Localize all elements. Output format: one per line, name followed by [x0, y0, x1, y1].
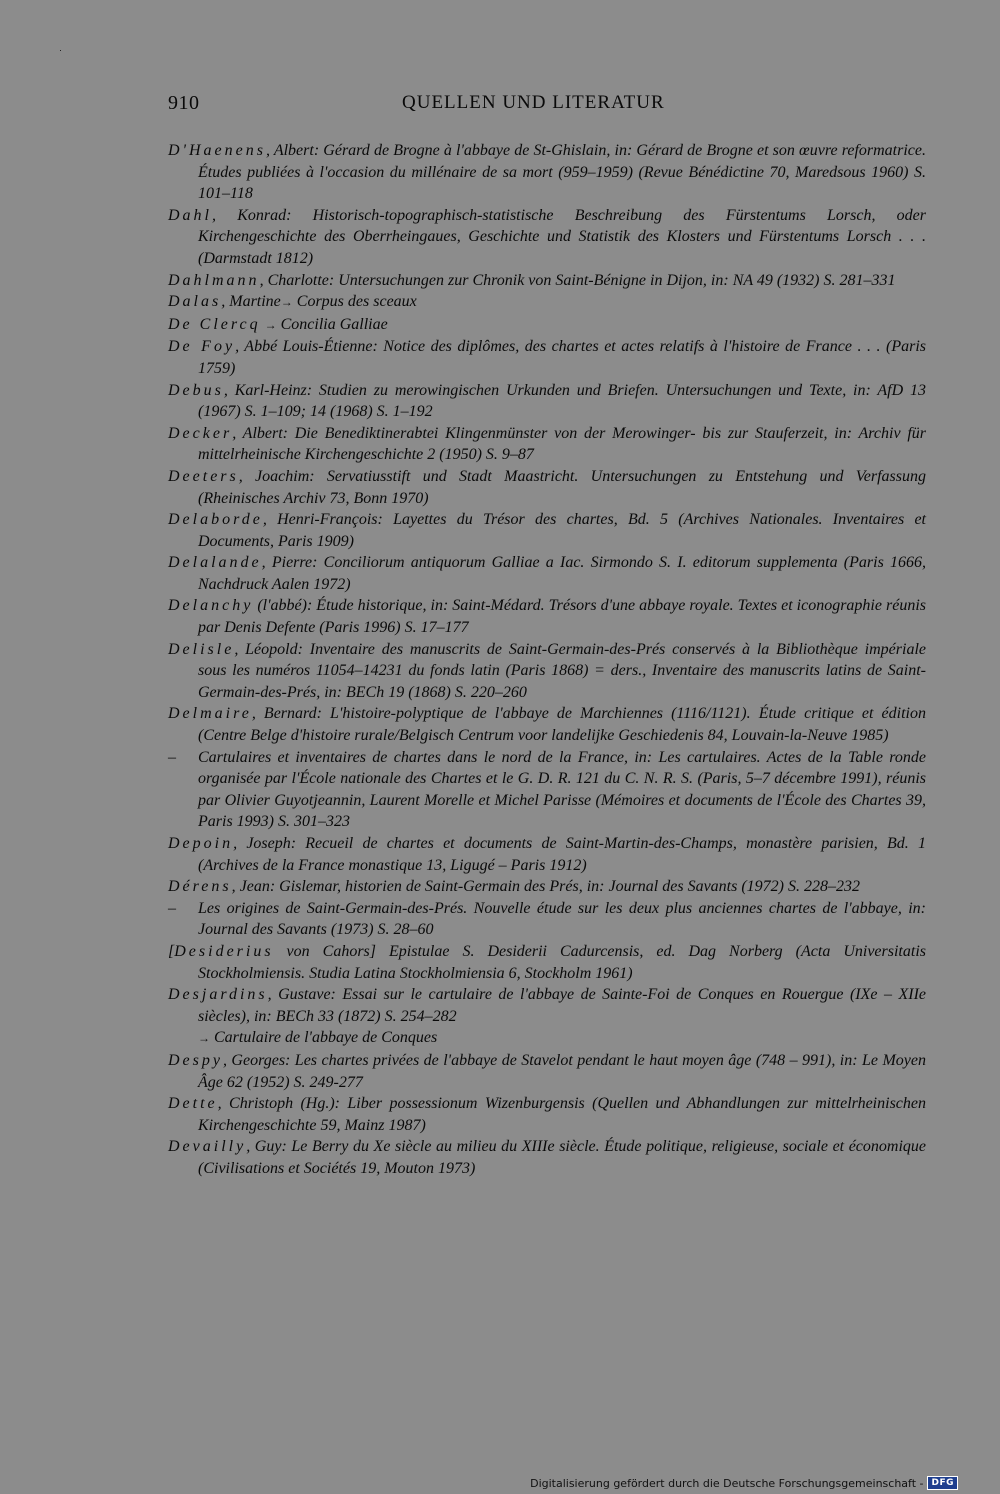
entry-text: , Karl-Heinz: Studien zu merowingischen Urkunden und Briefen. Untersuchungen und Texte, in: AfD 13 (1967) S. 1–109; 14 (1968) S. 1–192: [198, 381, 926, 421]
bibliography-entry: [168, 1136, 926, 1179]
entry-text: , Christoph (Hg.): Liber possessionum Wizenburgensis (Quellen und Abhandlungen zur mittelrheinischen Kirchengeschichte 59, Mainz 1987): [198, 1095, 926, 1134]
entry-text: von Cahors] Epistulae S. Desiderii Cadurcensis, ed. Dag Norberg (Acta Universitatis Stockholmiensis. Studia Latina Stockholmiensia 6, Stockholm 1961): [198, 942, 926, 982]
bibliography-entry: [168, 466, 926, 509]
author-name: Delalande: [168, 554, 262, 572]
author-name: Delmaire: [168, 705, 252, 723]
author-name: De Foy: [168, 338, 236, 356]
author-name: De Clercq: [168, 315, 261, 333]
entry-text: , Albert: Gérard de Brogne à l'abbaye de St-Ghislain, in: Gérard de Brogne et son œuvre reformatrice. Études publiées à l'occasion du millénaire de sa mort (959–1959) (Revue Bénédictine 70, Maredsous 1960) S. 101–118: [198, 142, 926, 203]
entry-text: , Georges: Les chartes privées de l'abbaye de Stavelot pendant le haut moyen âge (748 – 991), in: Le Moyen Âge 62 (1952) S. 249-277: [198, 1051, 926, 1091]
bibliography-entry: [168, 380, 926, 423]
bibliography-entry: [168, 291, 926, 314]
author-name: Desiderius: [174, 942, 274, 960]
entry-text: (l'abbé): Étude historique, in: Saint-Médard. Trésors d'une abbaye royale. Textes et iconographie réunis par Denis Defente (Paris 1996) S. 17–177: [198, 597, 926, 637]
bibliography-entry: [168, 703, 926, 746]
entry-text: , Henri-François: Layettes du Trésor des chartes, Bd. 5 (Archives Nationales. Inventaires et Documents, Paris 1909): [198, 511, 926, 550]
bibliography-entry: [168, 639, 926, 704]
author-name: Devailly: [168, 1138, 247, 1156]
bibliography-entry: [168, 1093, 926, 1136]
author-name: Delisle: [168, 640, 235, 658]
author-name: Desjardins: [168, 986, 268, 1004]
entry-text: , Pierre: Conciliorum antiquorum Galliae a Iac. Sirmondo S. I. editorum supplementa (Paris 1666, Nachdruck Aalen 1972): [198, 554, 926, 593]
bibliography-entry: [168, 941, 926, 984]
author-name: Dahlmann: [168, 271, 260, 289]
bibliography-entry: [168, 1050, 926, 1093]
author-name: Delaborde: [168, 511, 263, 529]
entry-text: , Joachim: Servatiusstift und Stadt Maastricht. Untersuchungen zu Entstehung und Verfassung (Rheinisches Archiv 73, Bonn 1970): [198, 467, 926, 507]
entry-text: , Abbé Louis-Étienne: Notice des diplômes, des chartes et actes relatifs à l'histoire de France . . . (Paris 1759): [198, 338, 927, 377]
running-title: QUELLEN UND LITERATUR: [402, 92, 665, 113]
bibliography-entry: [168, 336, 926, 379]
author-name: Debus: [168, 381, 224, 399]
entry-text: , Joseph: Recueil de chartes et documents de Saint-Martin-des-Champs, monastère parisien, Bd. 1 (Archives de la France monastique 13, Ligugé – Paris 1912): [198, 835, 926, 874]
entry-text: , Konrad: Historisch-topographisch-statistische Beschreibung des Fürstentums Lorsch, oder Kirchengeschichte des Oberrheingaues, Geschichte und Statistik des Klosters und Fürstentums Lorsch . . . (Darmstadt 1812): [198, 206, 926, 267]
entry-dash: –: [168, 748, 176, 766]
entry-text: , Gustave: Essai sur le cartulaire de l'abbaye de Sainte-Foi de Conques en Rouergue (IXe – XIIe siècles), in: BECh 33 (1872) S. 254–282: [198, 986, 926, 1025]
cross-reference: Concilia Galliae: [276, 315, 388, 333]
entry-text: , Léopold: Inventaire des manuscrits de Saint-Germain-des-Prés conservés à la Bibliothèque impériale sous les numéros 11054–14231 du fonds latin (Paris 1868) = ders., Inventaire des manuscrits latins de Saint-Germain-des-Prés, in: BECh 19 (1868) S. 220–260: [198, 640, 926, 701]
bibliography-list: [168, 140, 926, 1180]
author-name: Dérens: [168, 878, 232, 896]
page-number: 910: [168, 92, 200, 114]
arrow-icon: →: [264, 317, 277, 332]
entry-text: Les origines de Saint-Germain-des-Prés. Nouvelle étude sur les deux plus anciennes chartes de l'abbaye, in: Journal des Savants (1973) S. 28–60: [198, 899, 926, 939]
bibliography-entry: [168, 833, 926, 876]
page-header: [168, 92, 928, 122]
entry-dash: –: [168, 899, 176, 917]
cross-reference: Cartulaire de l'abbaye de Conques: [210, 1029, 438, 1047]
dfg-logo: DFG: [927, 1476, 958, 1490]
entry-text: Cartulaires et inventaires de chartes dans le nord de la France, in: Les cartulaires. Actes de la Table ronde organisée par l'École nationale des Chartes et le G. D. R. 121 du C. N. R. S. (Paris, 5–7 décembre 1991), réunis par Olivier Guyotjeannin, Laurent Morelle et Michel Parisse (Mémoires et documents de l'École des Chartes 39, Paris 1993) S. 301–323: [198, 748, 926, 831]
arrow-icon: →: [280, 295, 293, 310]
author-name: Decker: [168, 424, 233, 442]
footer-credit: [530, 1476, 958, 1490]
author-name: Dette: [168, 1095, 218, 1113]
bibliography-entry: [168, 552, 926, 595]
entry-text: , Albert: Die Benediktinerabtei Klingenmünster von der Merowinger- bis zur Stauferzeit, in: Archiv für mittelrheinische Kirchengeschichte 2 (1950) S. 9–87: [198, 424, 926, 464]
bibliography-entry: [168, 1027, 926, 1050]
cross-reference: Corpus des sceaux: [292, 293, 417, 311]
author-name: Dahl: [168, 206, 212, 224]
entry-text: , Martine: [221, 293, 281, 311]
bibliography-entry: [168, 270, 926, 292]
author-name: Delanchy: [168, 597, 254, 615]
entry-text: , Guy: Le Berry du Xe siècle au milieu du XIIIe siècle. Étude politique, religieuse, sociale et économique (Civilisations et Sociétés 19, Mouton 1973): [198, 1138, 926, 1177]
entry-text: , Bernard: L'histoire-polyptique de l'abbaye de Marchiennes (1116/1121). Étude critique et édition (Centre Belge d'histoire rurale/Belgisch Centrum voor landelijke Geschiedenis 84, Louvain-la-Neuve 1985): [198, 705, 926, 745]
author-name: Deeters: [168, 467, 239, 485]
bibliography-entry: [168, 984, 926, 1027]
bibliography-entry: [168, 898, 926, 941]
scan-speck: [60, 50, 61, 51]
bibliography-entry: [168, 140, 926, 205]
arrow-icon: →: [198, 1031, 210, 1046]
bibliography-entry: [168, 314, 926, 337]
bibliography-entry: [168, 205, 926, 270]
entry-text: , Jean: Gislemar, historien de Saint-Germain des Prés, in: Journal des Savants (1972) S. 228–232: [231, 878, 860, 896]
author-name: Depoin: [168, 835, 234, 852]
bibliography-entry: [168, 509, 926, 552]
bibliography-entry: [168, 423, 926, 466]
entry-prefix: [: [168, 942, 175, 960]
entry-text: , Charlotte: Untersuchungen zur Chronik von Saint-Bénigne in Dijon, in: NA 49 (1932) S. 281–331: [259, 271, 896, 289]
author-name: Despy: [168, 1051, 223, 1069]
bibliography-entry: [168, 747, 926, 833]
author-name: Dalas: [168, 293, 222, 311]
footer-text: Digitalisierung gefördert durch die Deutsche Forschungsgemeinschaft -: [530, 1476, 924, 1490]
bibliography-entry: [168, 876, 926, 898]
bibliography-entry: [168, 595, 926, 638]
author-name: D'Haenens: [168, 142, 266, 159]
